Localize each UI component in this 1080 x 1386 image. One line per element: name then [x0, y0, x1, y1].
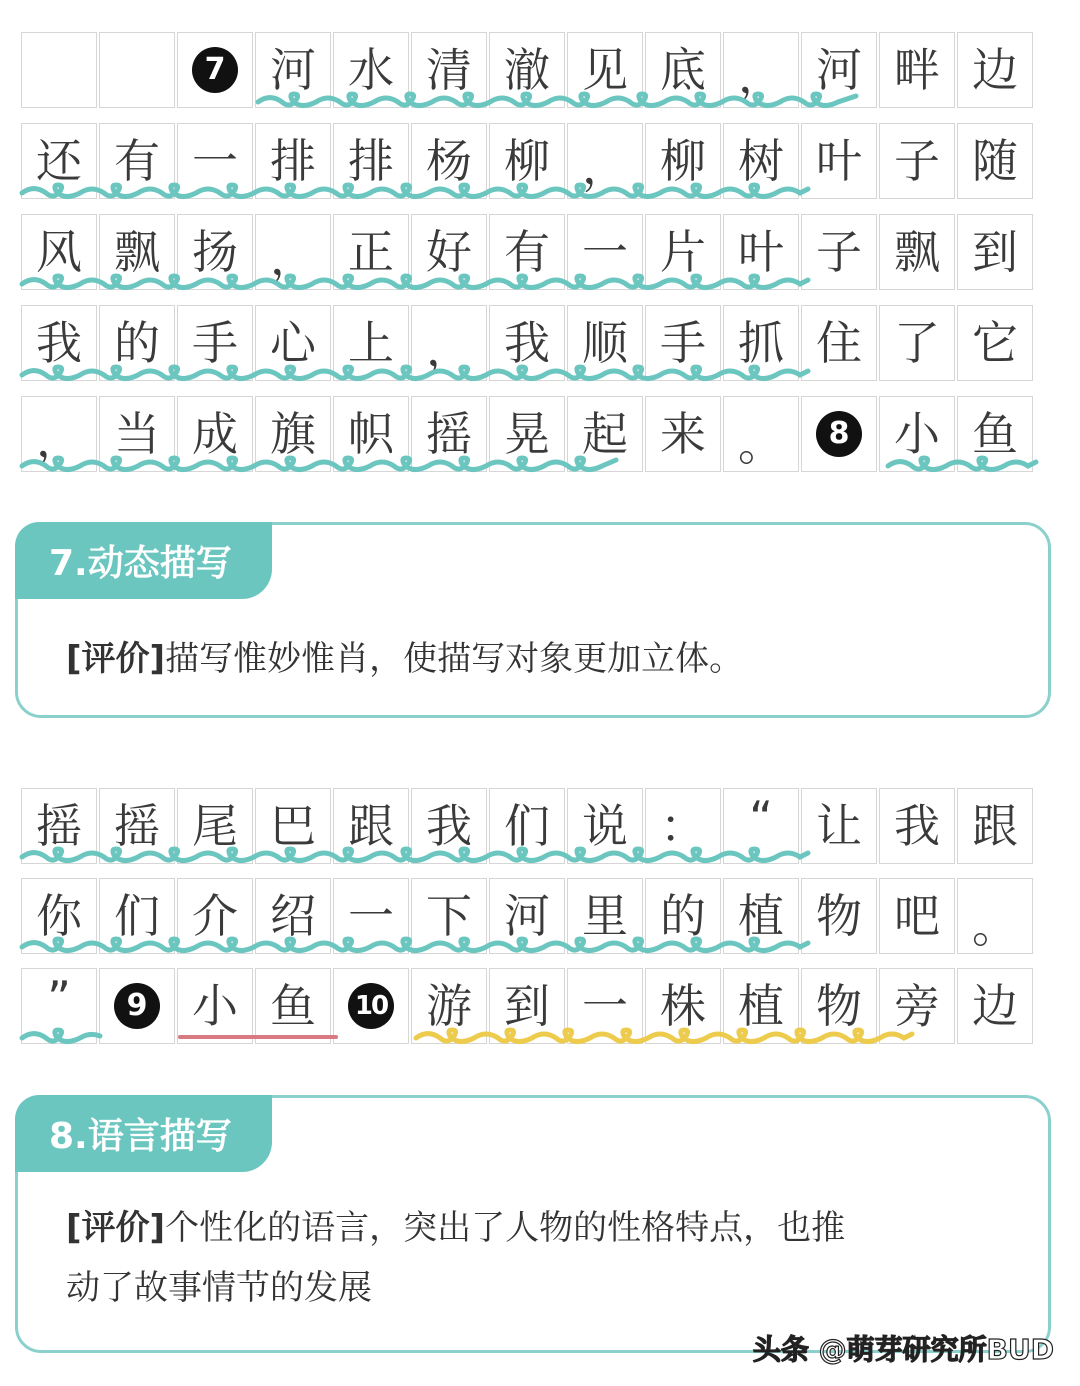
grid-cell: [801, 396, 877, 472]
grid-cell: 。: [723, 396, 799, 472]
card-body: [66, 629, 1008, 689]
grid-cell: 我: [21, 305, 97, 381]
grid-cell: 物: [801, 878, 877, 954]
evaluation-label: [评价]: [66, 1208, 166, 1248]
grid-cell: 排: [255, 123, 331, 199]
grid-cell: ，: [255, 214, 331, 290]
grid-cell: [99, 32, 175, 108]
grid-cell: 吧: [879, 878, 955, 954]
grid-cell: 一: [567, 214, 643, 290]
grid-cell: 上: [333, 305, 409, 381]
grid-cell: 跟: [957, 788, 1033, 864]
grid-cell: 小: [879, 396, 955, 472]
grid-cell: 旁: [879, 968, 955, 1044]
grid-cell: 起: [567, 396, 643, 472]
grid-cell: 畔: [879, 32, 955, 108]
grid-cell: 抓: [723, 305, 799, 381]
grid-row-2: [21, 123, 1047, 203]
grid-cell: 边: [957, 968, 1033, 1044]
grid-cell: 株: [645, 968, 721, 1044]
number-badge-9: 9: [114, 983, 160, 1029]
grid-cell: 河: [801, 32, 877, 108]
grid-row-1: [21, 32, 1047, 112]
grid-cell: 手: [645, 305, 721, 381]
grid-cell: [21, 32, 97, 108]
grid-cell: [177, 32, 253, 108]
watermark: 头条 @萌芽研究所BUD: [752, 1333, 1054, 1366]
grid-cell: 飘: [99, 214, 175, 290]
grid-cell: 当: [99, 396, 175, 472]
grid-cell: 物: [801, 968, 877, 1044]
grid-cell: 。: [957, 878, 1033, 954]
grid-cell: 扬: [177, 214, 253, 290]
annotation-card-dynamic: [15, 522, 1051, 718]
grid-cell: ，: [411, 305, 487, 381]
grid-cell: 飘: [879, 214, 955, 290]
grid-cell: 澈: [489, 32, 565, 108]
grid-cell: 河: [489, 878, 565, 954]
grid-cell: 随: [957, 123, 1033, 199]
number-badge-8: 8: [816, 411, 862, 457]
grid-cell: 排: [333, 123, 409, 199]
grid-row-6: [21, 788, 1047, 868]
grid-cell: 子: [801, 214, 877, 290]
grid-cell: 鱼: [255, 968, 331, 1044]
grid-cell: [99, 968, 175, 1044]
grid-cell: 有: [99, 123, 175, 199]
grid-cell: 底: [645, 32, 721, 108]
grid-cell: 我: [411, 788, 487, 864]
evaluation-line-2: 动了故事情节的发展: [66, 1268, 372, 1308]
grid-cell: 你: [21, 878, 97, 954]
grid-cell: 子: [879, 123, 955, 199]
grid-cell: “: [723, 788, 799, 864]
number-badge-7: 7: [192, 47, 238, 93]
grid-cell: 里: [567, 878, 643, 954]
grid-cell: 柳: [489, 123, 565, 199]
grid-cell: 植: [723, 968, 799, 1044]
grid-cell: 晃: [489, 396, 565, 472]
grid-cell: 摇: [21, 788, 97, 864]
grid-cell: 们: [99, 878, 175, 954]
grid-cell: ，: [567, 123, 643, 199]
grid-cell: 水: [333, 32, 409, 108]
number-badge-10: 10: [348, 983, 394, 1029]
grid-cell: 们: [489, 788, 565, 864]
grid-cell: 叶: [723, 214, 799, 290]
grid-cell: 柳: [645, 123, 721, 199]
grid-cell: 来: [645, 396, 721, 472]
grid-cell: 有: [489, 214, 565, 290]
grid-cell: 边: [957, 32, 1033, 108]
grid-cell: 旗: [255, 396, 331, 472]
grid-row-3: [21, 214, 1047, 294]
grid-cell: 一: [567, 968, 643, 1044]
grid-cell: 手: [177, 305, 253, 381]
grid-cell: 河: [255, 32, 331, 108]
grid-cell: 尾: [177, 788, 253, 864]
grid-cell: 心: [255, 305, 331, 381]
grid-cell: ，: [723, 32, 799, 108]
grid-row-8: [21, 968, 1047, 1048]
grid-cell: 了: [879, 305, 955, 381]
grid-cell: 的: [645, 878, 721, 954]
grid-cell: 巴: [255, 788, 331, 864]
grid-cell: 片: [645, 214, 721, 290]
grid-cell: 说: [567, 788, 643, 864]
grid-row-5: [21, 396, 1047, 476]
grid-cell: 见: [567, 32, 643, 108]
grid-cell: 摇: [411, 396, 487, 472]
grid-cell: 到: [489, 968, 565, 1044]
evaluation-text: 描写惟妙惟肖，使描写对象更加立体。: [165, 639, 744, 679]
grid-cell: 到: [957, 214, 1033, 290]
grid-row-4: [21, 305, 1047, 385]
grid-cell: 小: [177, 968, 253, 1044]
card-tab-title: 7.动态描写: [15, 522, 272, 599]
grid-cell: 风: [21, 214, 97, 290]
grid-cell: 好: [411, 214, 487, 290]
grid-cell: 摇: [99, 788, 175, 864]
grid-cell: 住: [801, 305, 877, 381]
grid-cell: 成: [177, 396, 253, 472]
evaluation-label: [评价]: [66, 639, 166, 679]
grid-cell: 介: [177, 878, 253, 954]
grid-cell: [333, 968, 409, 1044]
grid-cell: 一: [177, 123, 253, 199]
grid-cell: ”: [21, 968, 97, 1044]
grid-cell: ，: [21, 396, 97, 472]
grid-cell: 清: [411, 32, 487, 108]
grid-cell: 顺: [567, 305, 643, 381]
grid-cell: 鱼: [957, 396, 1033, 472]
grid-cell: 下: [411, 878, 487, 954]
grid-cell: 让: [801, 788, 877, 864]
grid-row-7: [21, 878, 1047, 958]
grid-cell: 一: [333, 878, 409, 954]
grid-cell: 绍: [255, 878, 331, 954]
grid-cell: ：: [645, 788, 721, 864]
grid-cell: 叶: [801, 123, 877, 199]
card-tab-title: 8.语言描写: [15, 1095, 272, 1172]
grid-cell: 我: [879, 788, 955, 864]
grid-cell: 杨: [411, 123, 487, 199]
grid-cell: 我: [489, 305, 565, 381]
evaluation-line-1: [66, 1198, 1008, 1258]
grid-cell: 它: [957, 305, 1033, 381]
annotation-card-language: [15, 1095, 1051, 1353]
grid-cell: 游: [411, 968, 487, 1044]
grid-cell: 树: [723, 123, 799, 199]
grid-cell: 的: [99, 305, 175, 381]
grid-cell: 帜: [333, 396, 409, 472]
evaluation-text: 个性化的语言，突出了人物的性格特点，也推: [165, 1208, 846, 1248]
card-body: [66, 1198, 1008, 1318]
grid-cell: 跟: [333, 788, 409, 864]
grid-cell: 正: [333, 214, 409, 290]
grid-cell: 还: [21, 123, 97, 199]
grid-cell: 植: [723, 878, 799, 954]
